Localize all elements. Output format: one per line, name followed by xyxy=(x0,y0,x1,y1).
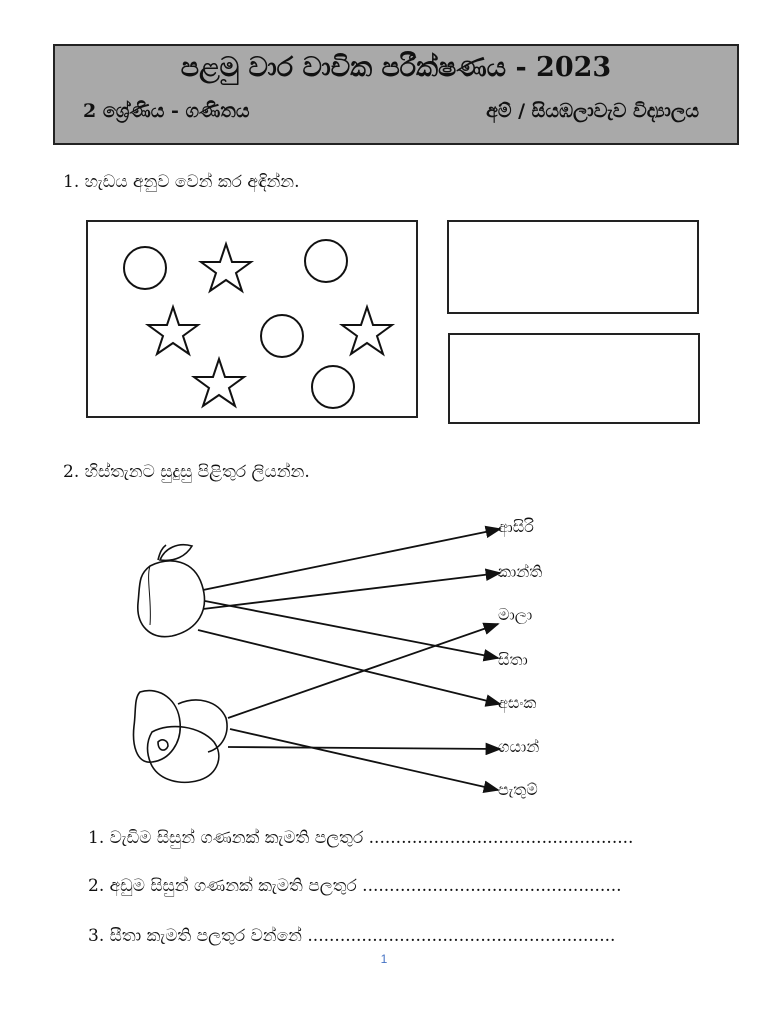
question-1-text: 1. හැඩය අනුව වෙන් කර අඳින්න. xyxy=(63,172,300,192)
shapes-box xyxy=(86,220,418,418)
sub-question-1: 1. වැඩිම සිසුන් ගණනක් කැමති පලතුර ................................................. xyxy=(88,828,634,848)
name-label: ගයාන් xyxy=(498,737,540,756)
name-label: ආසිරි xyxy=(498,517,534,536)
arrow-line xyxy=(198,630,500,704)
rose-apple-icon xyxy=(134,691,228,783)
name-label: පැතුම් xyxy=(498,780,538,799)
circle-shape xyxy=(124,247,166,289)
circle-shape xyxy=(261,315,303,357)
circle-shape xyxy=(312,366,354,408)
name-label: කාන්ති xyxy=(498,562,543,581)
star-icon xyxy=(342,307,392,354)
school-name: අම් / සියඹලාවැව විද්‍යාලය xyxy=(486,100,699,122)
arrow-line xyxy=(230,729,498,790)
arrow-line xyxy=(228,624,498,718)
arrow-line xyxy=(205,601,498,658)
sub-question-3: 3. සීතා කැමති පලතුර වන්නේ ......................................................... xyxy=(88,926,616,946)
star-icon xyxy=(148,307,198,354)
page-number: 1 xyxy=(380,952,388,966)
star-icon xyxy=(201,244,251,291)
star-icon xyxy=(194,359,244,406)
circle-shape xyxy=(305,240,347,282)
name-label: මාලා xyxy=(498,605,533,624)
name-label: සිතා xyxy=(498,650,528,669)
sub-question-2: 2. අඩුම සිසුන් ගණනක් කැමති පලතුර ................................................ xyxy=(88,876,622,896)
arrow-line xyxy=(203,529,500,590)
arrow-line xyxy=(228,747,500,749)
mango-icon xyxy=(138,545,205,637)
arrow-line xyxy=(203,573,500,609)
answer-box-1[interactable] xyxy=(447,220,699,314)
grade-subject: 2 ශ්‍රේණිය - ගණිතය xyxy=(83,100,250,122)
question-2-text: 2. හිස්තැනට සුදුසු පිළිතුර ලියන්න. xyxy=(63,462,310,482)
matching-diagram xyxy=(0,500,768,800)
answer-box-2[interactable] xyxy=(448,333,700,424)
shapes-drawing xyxy=(88,222,420,420)
header-box xyxy=(53,44,739,145)
page-title: පළමු වාර වාචික පරීක්ෂණය - 2023 xyxy=(180,52,612,83)
name-label: අසංක xyxy=(498,693,537,712)
